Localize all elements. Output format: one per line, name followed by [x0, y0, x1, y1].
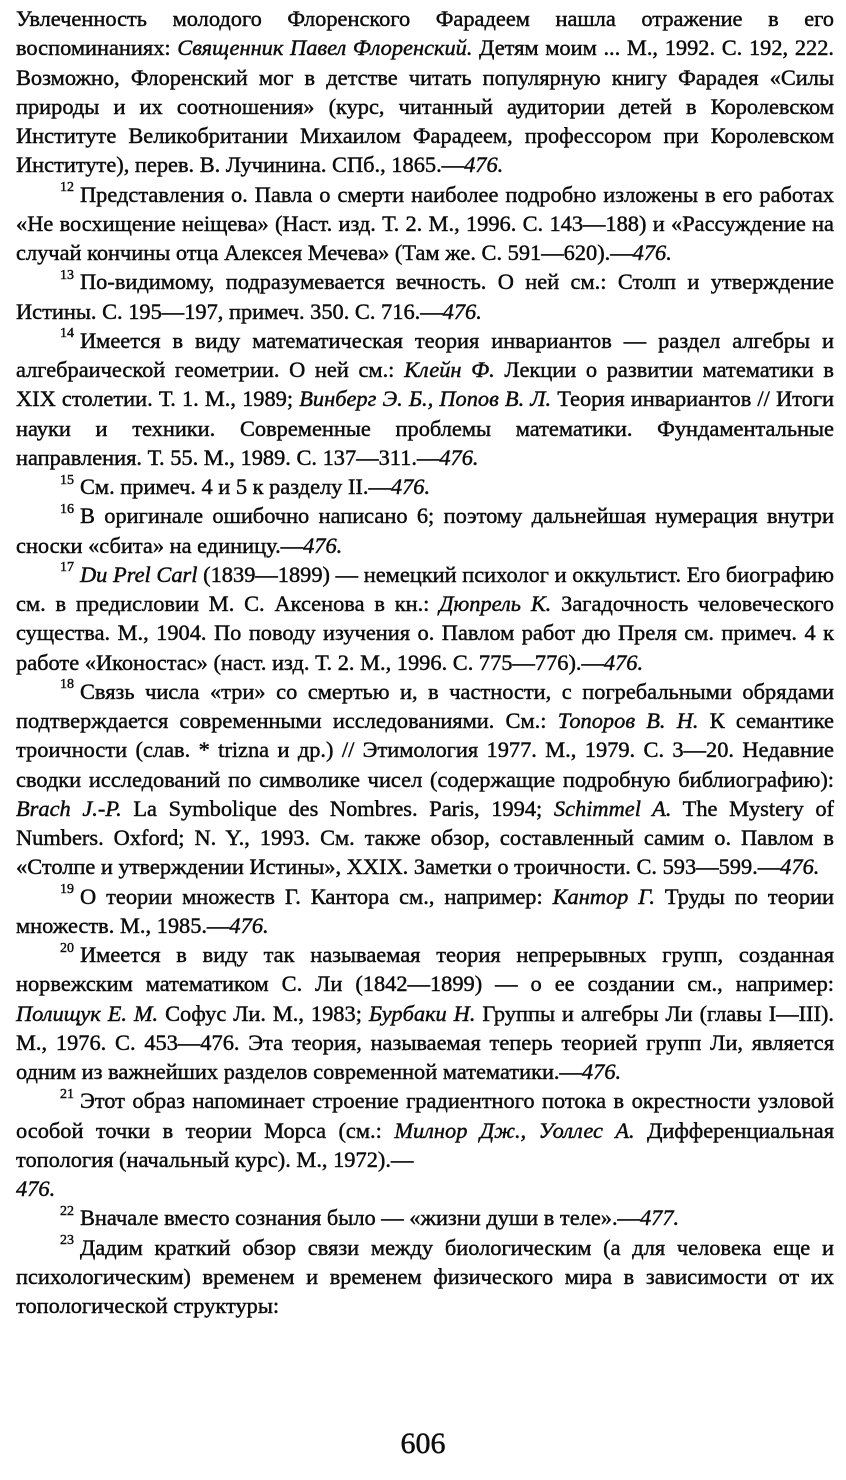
footnote-text: Связь числа «три» со смертью и, в частности, с погребальными обрядами подтверждается современными исследованиями. См.: Топоров В. Н. К семантике троичности (слав. * trizna и др.) // Этимология 1977. М., 1979. С. 3—20. Недавние сводки исследований по символике чисел (содержащие подробную библиографию): Brach J.-P. La Symbolique des Nombres. Paris, 1994; Schimmel A. The Mystery of Numbers. Oxford; N. Y., 1993. См. также обзор, составленный самим о. Павлом в «Столпе и утверждении Истины», XXIX. Заметки о троичности. С. 593—599.—476. [16, 678, 834, 880]
footnote-text: О теории множеств Г. Кантора см., например: Кантор Г. Труды по теории множеств. М., 1985.—476. [16, 883, 834, 938]
footnote-text: Дадим краткий обзор связи между биологическим (а для человека еще и психологическим) временем и временем физического мира в зависимости от их топологической структуры: [16, 1234, 834, 1318]
footnote-number: 18 [60, 677, 74, 693]
footnote-18 [16, 677, 834, 882]
footnote-20 [16, 940, 834, 1086]
footnote-number: 13 [60, 267, 74, 283]
footnote-text: Представления о. Павла о смерти наиболее подробно изложены в его работах «Не восхищение неіщева» (Наст. изд. Т. 2. М., 1996. С. 143—188) и «Рассуждение на случай кончины отца Алексея Мечева» (Там же. С. 591—620).—476. [16, 181, 834, 265]
footnote-text: По-видимому, подразумевается вечность. О ней см.: Столп и утверждение Истины. С. 195—197, примеч. 350. С. 716.—476. [16, 269, 834, 324]
footnote-number: 12 [60, 180, 74, 196]
footnote-text: Имеется в виду математическая теория инвариантов — раздел алгебры и алгебраической геометрии. О ней см.: Клейн Ф. Лекции о развитии математики в XIX столетии. Т. 1. М., 1989; Винберг Э. Б., Попов В. Л. Теория инвариантов // Итоги науки и техники. Современные проблемы математики. Фундаментальные направления. Т. 55. М., 1989. С. 137—311.—476. [16, 327, 834, 470]
footnote-text: Этот образ напоминает строение градиентного потока в окрестности узловой особой точки в теории Морса (см.: Милнор Дж., Уоллес А. Дифференциальная топология (начальный курс). М., 1972).— 476. [16, 1088, 834, 1201]
footnote-12 [16, 180, 834, 268]
footnote-15 [16, 472, 834, 501]
footnote-text: См. примеч. 4 и 5 к разделу II.—476. [80, 474, 431, 499]
footnote-text: Вначале вместо сознания было — «жизни души в теле».—477. [80, 1205, 680, 1231]
footnote-number: 17 [60, 560, 74, 576]
footnote-number: 22 [60, 1203, 74, 1219]
footnote-number: 21 [60, 1086, 74, 1102]
footnotes [16, 4, 834, 1320]
footnote-number: 15 [60, 472, 74, 488]
footnote-14 [16, 326, 834, 472]
footnote-23 [16, 1233, 834, 1321]
footnote-number: 14 [60, 326, 74, 342]
footnote-text: Увлеченность молодого Флоренского Фарадеем нашла отражение в его воспоминаниях: Священник Павел Флоренский. Детям моим ... М., 1992. С. 192, 222. Возможно, Флоренский мог в детстве читать популярную книгу Фарадея «Силы природы и их соотношения» (курс, читанный аудитории детей в Королевском Институте Великобритании Михаилом Фарадеем, профессором при Королевском Институте), перев. В. Лучинина. СПб., 1865.—476. [16, 6, 834, 178]
footnote-number: 23 [60, 1233, 74, 1249]
footnote-13 [16, 267, 834, 326]
footnote-text: В оригинале ошибочно написано 6; поэтому дальнейшая нумерация внутри сноски «сбита» на единицу.—476. [16, 503, 834, 558]
footnote-19 [16, 882, 834, 941]
footnote-22 [16, 1203, 834, 1232]
page-number: 606 [400, 1427, 446, 1460]
footnote-17 [16, 560, 834, 677]
footnote-text: Du Prel Carl (1839—1899) — немецкий психолог и оккультист. Его биографию см. в предисловии М. С. Аксенова в кн.: Дюпрель К. Загадочность человеческого существа. М., 1904. По поводу изучения о. Павлом работ дю Преля см. примеч. 4 к работе «Иконостас» (наст. изд. Т. 2. М., 1996. С. 775—776).—476. [16, 561, 834, 675]
footnote-number: 16 [60, 501, 74, 517]
footnote-16 [16, 501, 834, 560]
footnote-text: Имеется в виду так называемая теория непрерывных групп, созданная норвежским математиком С. Ли (1842—1899) — о ее создании см., например: Полищук Е. М. Софус Ли. М., 1983; Бурбаки Н. Группы и алгебры Ли (главы I—III). М., 1976. С. 453—476. Эта теория, называемая теперь теорией групп Ли, является одним из важнейших разделов современной математики.—476. [16, 942, 835, 1084]
footnote-number: 20 [60, 940, 74, 956]
footnote-21 [16, 1086, 834, 1203]
footnote-continuation [16, 4, 834, 180]
footnote-number: 19 [60, 882, 74, 898]
